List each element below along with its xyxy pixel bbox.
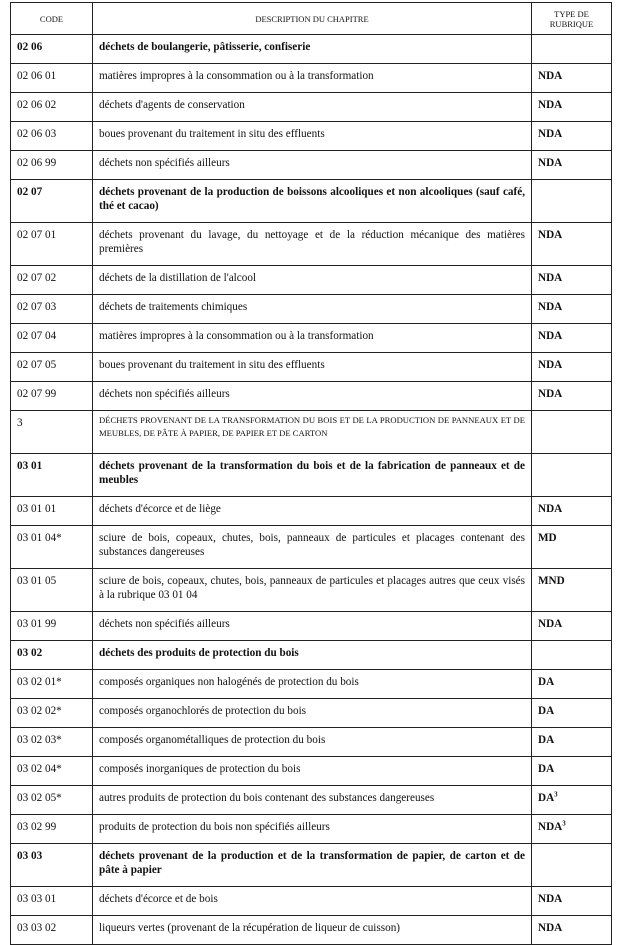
cell-type [532, 786, 612, 815]
cell-description: matières impropres à la consommation ou à la transformation [93, 64, 532, 93]
type-value: NDA [538, 893, 563, 905]
cell-description: composés organochlorés de protection du bois [93, 699, 532, 728]
table-body [11, 35, 612, 945]
cell-code: 02 07 05 [11, 353, 93, 382]
cell-type [532, 122, 612, 151]
cell-type [532, 353, 612, 382]
table-row [11, 815, 612, 844]
cell-description: déchets provenant du lavage, du nettoyage et de la réduction mécanique des matières premières [93, 223, 532, 266]
cell-description: déchets d'écorce et de liège [93, 497, 532, 526]
cell-code: 02 06 01 [11, 64, 93, 93]
table-row [11, 844, 612, 887]
type-value: MND [538, 575, 565, 587]
cell-code: 03 01 05 [11, 569, 93, 612]
cell-type [532, 815, 612, 844]
table-row [11, 786, 612, 815]
table-row [11, 353, 612, 382]
cell-code: 03 02 03* [11, 728, 93, 757]
cell-description: déchets non spécifiés ailleurs [93, 612, 532, 641]
table-row [11, 757, 612, 786]
header-row [11, 3, 612, 35]
cell-description: boues provenant du traitement in situ des effluents [93, 353, 532, 382]
cell-type [532, 382, 612, 411]
cell-type [532, 569, 612, 612]
cell-type [532, 641, 612, 670]
table-row [11, 93, 612, 122]
type-value: NDA [538, 99, 563, 111]
type-value: NDA [538, 70, 563, 82]
type-value: NDA [538, 388, 563, 400]
table-row [11, 454, 612, 497]
cell-description: composés organiques non halogénés de protection du bois [93, 670, 532, 699]
cell-code: 03 01 04* [11, 526, 93, 569]
cell-code: 03 03 [11, 844, 93, 887]
cell-type [532, 699, 612, 728]
cell-code: 03 02 05* [11, 786, 93, 815]
table-row [11, 670, 612, 699]
cell-description: sciure de bois, copeaux, chutes, bois, panneaux de particules et placages contenant des substances dangereuses [93, 526, 532, 569]
table-row [11, 324, 612, 353]
table-header [11, 3, 612, 35]
type-value: MD [538, 532, 557, 544]
table-row [11, 641, 612, 670]
type-value: DA [538, 676, 555, 688]
type-value: NDA [538, 359, 563, 371]
type-value: NDA [538, 128, 563, 140]
cell-type [532, 670, 612, 699]
type-value: NDA [538, 503, 563, 515]
cell-type [532, 497, 612, 526]
table-row [11, 887, 612, 916]
cell-type [532, 844, 612, 887]
cell-description: composés inorganiques de protection du bois [93, 757, 532, 786]
cell-description: matières impropres à la consommation ou à la transformation [93, 324, 532, 353]
type-value: NDA [538, 157, 563, 169]
header-description: DESCRIPTION DU CHAPITRE [93, 3, 532, 35]
table-row [11, 223, 612, 266]
cell-description: sciure de bois, copeaux, chutes, bois, panneaux de particules et placages autres que ceux visés à la rubrique 03 01 04 [93, 569, 532, 612]
table-row [11, 266, 612, 295]
type-value: DA [538, 705, 555, 717]
cell-type [532, 526, 612, 569]
type-value: DA [538, 734, 555, 746]
cell-description: déchets non spécifiés ailleurs [93, 382, 532, 411]
cell-description: boues provenant du traitement in situ des effluents [93, 122, 532, 151]
type-value: DA [538, 792, 555, 804]
cell-code: 03 01 99 [11, 612, 93, 641]
cell-code: 02 06 99 [11, 151, 93, 180]
table-row [11, 526, 612, 569]
cell-description: déchets de la distillation de l'alcool [93, 266, 532, 295]
cell-type [532, 887, 612, 916]
header-type [532, 3, 612, 35]
cell-code: 03 03 02 [11, 916, 93, 945]
cell-type [532, 757, 612, 786]
cell-code: 03 02 [11, 641, 93, 670]
cell-code: 02 07 03 [11, 295, 93, 324]
cell-code: 03 02 04* [11, 757, 93, 786]
cell-description: déchets d'écorce et de bois [93, 887, 532, 916]
cell-code: 02 07 02 [11, 266, 93, 295]
type-value: NDA [538, 330, 563, 342]
cell-code: 03 02 99 [11, 815, 93, 844]
cell-code: 02 06 [11, 35, 93, 64]
cell-code: 02 07 [11, 180, 93, 223]
waste-code-table [10, 2, 612, 945]
waste-code-document [10, 2, 611, 945]
cell-type [532, 454, 612, 497]
cell-description: produits de protection du bois non spécifiés ailleurs [93, 815, 532, 844]
cell-code: 02 07 01 [11, 223, 93, 266]
table-row [11, 122, 612, 151]
table-row [11, 295, 612, 324]
cell-description: déchets des produits de protection du bois [93, 641, 532, 670]
cell-description: déchets provenant de la transformation du bois et de la fabrication de panneaux et de meubles [93, 454, 532, 497]
footnote-marker: 3 [562, 819, 566, 828]
table-row [11, 728, 612, 757]
table-row [11, 411, 612, 454]
header-type-line2: RUBRIQUE [549, 18, 594, 29]
cell-code: 3 [11, 411, 93, 454]
cell-description: déchets d'agents de conservation [93, 93, 532, 122]
type-value: NDA [538, 618, 563, 630]
cell-code: 02 06 03 [11, 122, 93, 151]
table-row [11, 916, 612, 945]
cell-type [532, 411, 612, 454]
cell-code: 02 07 99 [11, 382, 93, 411]
cell-description: DÉCHETS PROVENANT DE LA TRANSFORMATION DU BOIS ET DE LA PRODUCTION DE PANNEAUX ET DE MEUBLES, DE PÂTE À PAPIER, DE PAPIER ET DE CARTON [93, 411, 532, 454]
cell-code: 03 01 01 [11, 497, 93, 526]
cell-description: composés organométalliques de protection du bois [93, 728, 532, 757]
type-value: NDA [538, 821, 563, 833]
header-code: CODE [11, 3, 93, 35]
header-type-line1: TYPE DE [554, 8, 589, 19]
type-value: NDA [538, 922, 563, 934]
type-value: NDA [538, 272, 563, 284]
table-row [11, 612, 612, 641]
type-value: NDA [538, 301, 563, 313]
cell-type [532, 728, 612, 757]
table-row [11, 699, 612, 728]
cell-code: 03 02 02* [11, 699, 93, 728]
cell-code: 03 03 01 [11, 887, 93, 916]
cell-type [532, 151, 612, 180]
cell-code: 02 06 02 [11, 93, 93, 122]
cell-code: 03 02 01* [11, 670, 93, 699]
cell-code: 03 01 [11, 454, 93, 497]
cell-description: autres produits de protection du bois contenant des substances dangereuses [93, 786, 532, 815]
table-row [11, 180, 612, 223]
cell-type [532, 223, 612, 266]
cell-description: déchets provenant de la production de boissons alcooliques et non alcooliques (sauf café, thé et cacao) [93, 180, 532, 223]
cell-type [532, 612, 612, 641]
table-row [11, 569, 612, 612]
table-row [11, 64, 612, 93]
cell-type [532, 916, 612, 945]
table-row [11, 497, 612, 526]
table-row [11, 35, 612, 64]
table-row [11, 382, 612, 411]
cell-type [532, 295, 612, 324]
cell-description: déchets de traitements chimiques [93, 295, 532, 324]
cell-description: déchets provenant de la production et de la transformation de papier, de carton et de pâte à papier [93, 844, 532, 887]
cell-type [532, 266, 612, 295]
cell-type [532, 93, 612, 122]
cell-code: 02 07 04 [11, 324, 93, 353]
cell-type [532, 64, 612, 93]
cell-description: déchets de boulangerie, pâtisserie, confiserie [93, 35, 532, 64]
type-value: NDA [538, 229, 563, 241]
cell-description: liqueurs vertes (provenant de la récupération de liqueur de cuisson) [93, 916, 532, 945]
cell-description: déchets non spécifiés ailleurs [93, 151, 532, 180]
cell-type [532, 180, 612, 223]
footnote-marker: 3 [554, 790, 558, 799]
cell-type [532, 324, 612, 353]
cell-type [532, 35, 612, 64]
type-value: DA [538, 763, 555, 775]
table-row [11, 151, 612, 180]
